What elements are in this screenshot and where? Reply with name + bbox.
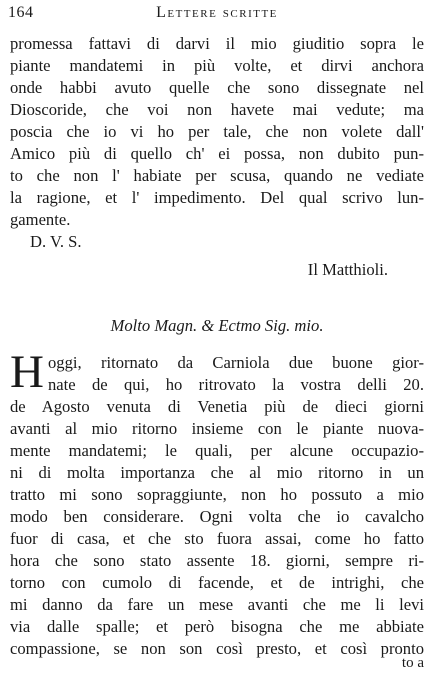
letter2-line: via dalle spalle; et però bisogna che me abbiate [10,617,424,636]
letter2-line: nate de qui, ho ritrovato la vostra delli 20. [48,375,424,394]
catchword: to a [401,655,424,671]
letter2-line: torno con cumolo di facende, et de intrighi, che [10,573,424,592]
letter1-line: promessa fattavi di darvi il mio giuditio sopra le [10,34,424,53]
letter1-line: to che non l' habiate per scusa, quando ne vediate [10,166,424,185]
page-number: 164 [8,4,34,21]
letter1-line: Amico più di quello ch' ei possa, non dubito pun- [10,144,424,163]
running-head: Lettere scritte [156,4,278,21]
letter2-line: compassione, se non son così presto, et così pronto [10,639,424,658]
letter1-closing: D. V. S. [30,232,82,251]
letter2-line: modo ben considerare. Ogni volta che io cavalcho [10,507,424,526]
letter2-line: avanti al mio ritorno insieme con le piante nuova- [10,419,424,438]
letter1-line: onde habbi avuto quelle che sono dissegnate nel [10,78,424,97]
letter1-line: gamente. [10,210,71,229]
letter2-line: fuor di casa, et che sto fuora assai, come ho fatto [10,529,424,548]
drop-cap: H [10,346,44,398]
letter2-line: de Agosto venuta di Venetia più de dieci giorni [10,397,424,416]
letter2-line: tratto mi sono sopraggiunte, non ho possuto a mio [10,485,424,504]
letter1-line: piante mandatemi in più volte, et dirvi anchora [10,56,424,75]
letter2-line: oggi, ritornato da Carniola due buone gior- [48,353,424,372]
letter2-line: ni di molta importanza che al mio ritorno in un [10,463,424,482]
letter1-line: la ragione, et l' impedimento. Del qual scrivo lun- [10,188,424,207]
letter1-signature: Il Matthioli. [307,260,388,279]
letter2-line: mi danno da fare un mese avanti che me li levi [10,595,424,614]
letter2-line: mente mandatemi; le quali, per alcune occupazio- [10,441,424,460]
letter2-line: hora che sono stato assente 18. giorni, sempre ri- [10,551,424,570]
letter1-line: Dioscoride, che voi non havete mai vedute; ma [10,100,424,119]
page-header [8,4,426,26]
letter2-salutation: Molto Magn. & Ectmo Sig. mio. [110,316,324,335]
letter1-line: poscia che io vi ho per tale, che non volete dall' [10,122,424,141]
